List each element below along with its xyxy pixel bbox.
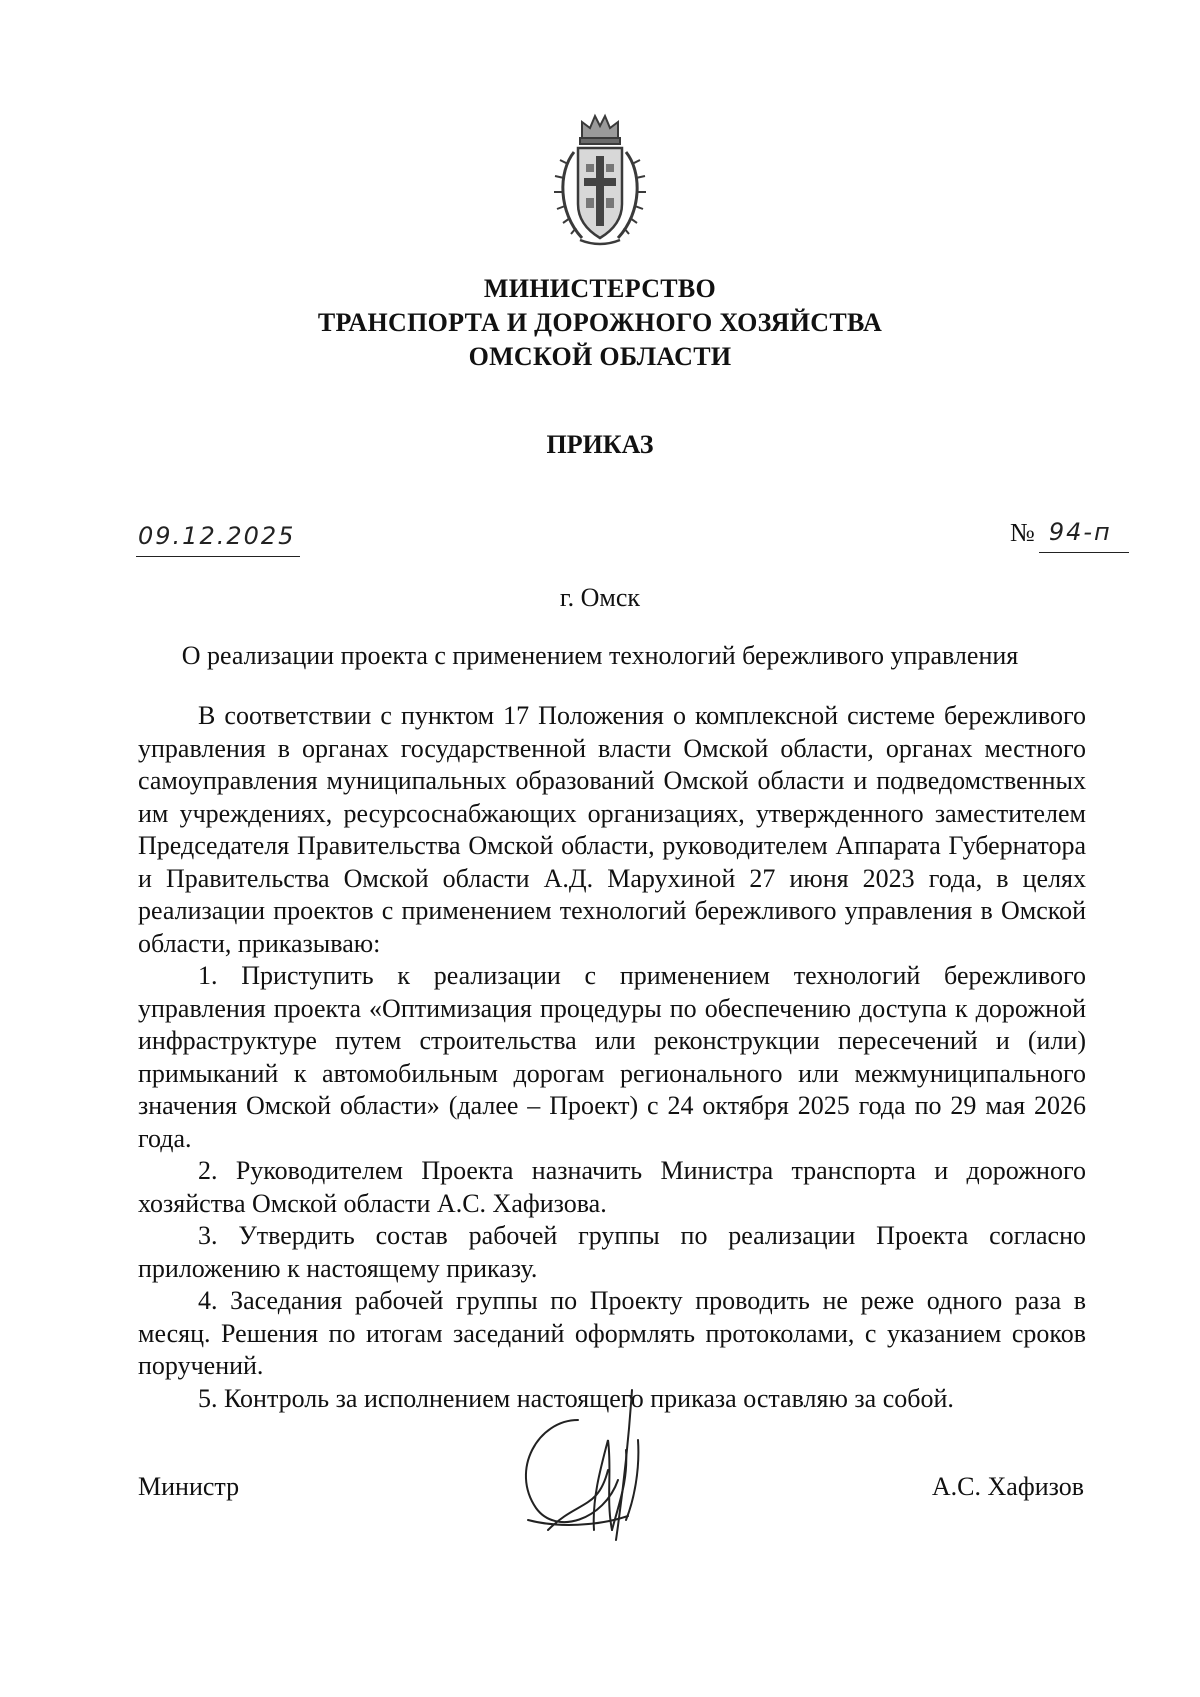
order-number-value: 94-п [1048, 518, 1112, 546]
handwritten-signature [508, 1380, 698, 1570]
ministry-header [0, 272, 1200, 374]
signer-position: Министр [138, 1472, 240, 1501]
signer-name: А.С. Хафизов [931, 1472, 1084, 1501]
order-number-field [1010, 518, 1129, 556]
body-preamble: В соответствии с пунктом 17 Положения о комплексной системе бережливого управления в органах государственной власти Омской области, органах местного самоуправления муниципальных образований Омской области и подведомственных им учреждениях, ресурсоснабжающих организациях, утвержденного заместителем Председателя Правительства Омской области, руководителем Аппарата Губернатора и Правительства Омской области А.Д. Марухиной 27 июня 2023 года, в целях реализации проектов с применением технологий бережливого управления в Омской области, приказываю: [138, 701, 1086, 958]
order-number-prefix: № [1010, 518, 1035, 547]
order-date-field [136, 522, 300, 557]
body-item-2: 2. Руководителем Проекта назначить Министра транспорта и дорожного хозяйства Омской области А.С. Хафизова. [138, 1156, 1086, 1218]
order-date-value: 09.12.2025 [138, 522, 296, 550]
order-body [138, 700, 1086, 1415]
body-item-3: 3. Утвердить состав рабочей группы по реализации Проекта согласно приложению к настоящему приказу. [138, 1221, 1086, 1283]
ministry-header-line-1: МИНИСТЕРСТВО [483, 274, 717, 303]
omsk-coat-of-arms-icon [552, 112, 648, 252]
order-title: ПРИКАЗ [546, 430, 654, 459]
body-item-5: 5. Контроль за исполнением настоящего приказа оставляю за собой. [198, 1383, 954, 1413]
body-item-4: 4. Заседания рабочей группы по Проекту проводить не реже одного раза в месяц. Решения по итогам заседаний оформлять протоколами, с указанием сроков поручений. [138, 1286, 1086, 1380]
ministry-header-line-3: ОМСКОЙ ОБЛАСТИ [468, 342, 732, 371]
city-line: г. Омск [559, 583, 641, 612]
ministry-header-line-2: ТРАНСПОРТА И ДОРОЖНОГО ХОЗЯЙСТВА [317, 308, 883, 337]
order-number-value-line [1039, 518, 1129, 553]
body-item-1: 1. Приступить к реализации с применением технологий бережливого управления проекта «Оптимизация процедуры по обеспечению доступа к дорожной инфраструктуре путем строительства или реконструкции пересечений и (или) примыканий к автомобильным дорогам регионального или межмуниципального значения Омской области» (далее – Проект) с 24 октября 2025 года по 29 мая 2026 года. [138, 961, 1086, 1153]
order-subject: О реализации проекта с применением технологий бережливого управления [181, 641, 1019, 670]
signature-block [0, 1420, 1200, 1600]
